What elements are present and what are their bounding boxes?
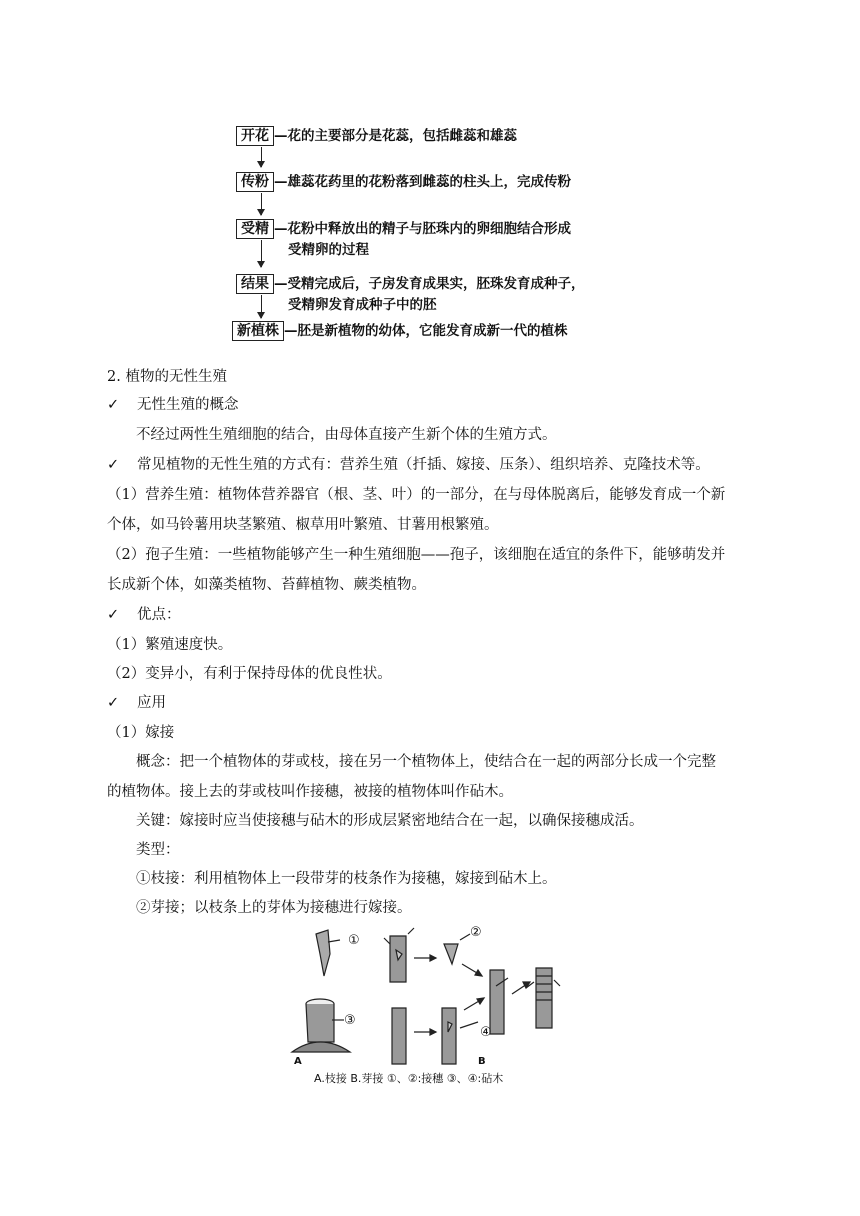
flow-arrow — [261, 240, 262, 267]
flow-step-new-plant — [232, 321, 568, 342]
flow-box: 传粉 — [236, 172, 274, 192]
label-4: ④ — [480, 1025, 492, 1040]
flow-step-flowering — [236, 126, 517, 147]
flow-step-pollination — [236, 172, 571, 193]
label-a: A — [294, 1056, 302, 1067]
grafting-heading: （1）嫁接 — [107, 725, 175, 741]
application-heading: 应用 — [137, 695, 166, 711]
flow-desc: —花的主要部分是花蕊，包括雌蕊和雄蕊 — [274, 128, 517, 144]
pollination-flow-diagram — [236, 122, 636, 344]
grafting-illustration — [286, 924, 576, 1094]
flow-desc: —受精完成后，子房发育成果实，胚珠发育成种子， — [274, 276, 585, 292]
flow-desc-cont: 受精卵的过程 — [288, 242, 369, 258]
advantages-heading: 优点： — [137, 607, 181, 623]
advantage-2: （2）变异小，有利于保持母体的优良性状。 — [107, 666, 392, 682]
advantages-heading-line — [107, 605, 181, 625]
flow-box: 开花 — [236, 126, 274, 146]
flow-box: 受精 — [236, 219, 274, 239]
flow-box: 结果 — [236, 274, 274, 294]
label-b: B — [478, 1056, 486, 1067]
grafting-type-2: ②芽接；以枝条上的芽体为接穗进行嫁接。 — [136, 900, 412, 916]
flow-desc: —雄蕊花药里的花粉落到雌蕊的柱头上，完成传粉 — [274, 174, 571, 190]
grafting-key: 关键：嫁接时应当使接穗与砧木的形成层紧密地结合在一起，以确保接穗成活。 — [136, 813, 644, 829]
methods-heading-line — [107, 455, 710, 475]
concept-heading-line — [107, 395, 239, 415]
grafting-concept-2: 的植物体。接上去的芽或枝叫作接穗，被接的植物体叫作砧木。 — [107, 784, 513, 800]
flow-step-fruiting — [236, 274, 585, 316]
flow-box: 新植株 — [232, 321, 284, 341]
flow-desc-cont: 受精卵发育成种子中的胚 — [288, 297, 437, 313]
grafting-concept-1: 概念：把一个植物体的芽或枝，接在另一个植物体上，使结合在一起的两部分长成一个完整 — [136, 754, 716, 770]
grafting-types: 类型： — [136, 842, 180, 858]
grafting-drawing — [286, 924, 576, 1094]
vegetative-line-2: 个体，如马铃薯用块茎繁殖、椒草用叶繁殖、甘薯用根繁殖。 — [107, 517, 499, 533]
vegetative-line-1: （1）营养生殖：植物体营养器官（根、茎、叶）的一部分，在与母体脱离后，能够发育成一个新 — [107, 487, 726, 503]
section-title: 2. 植物的无性生殖 — [107, 369, 227, 385]
check-icon: ✓ — [107, 695, 120, 711]
concept-text: 不经过两性生殖细胞的结合，由母体直接产生新个体的生殖方式。 — [136, 427, 557, 443]
flow-step-fertilization — [236, 219, 571, 261]
check-icon: ✓ — [107, 607, 120, 623]
label-2: ② — [470, 925, 482, 940]
flow-desc: —花粉中释放出的精子与胚珠内的卵细胞结合形成 — [274, 221, 571, 237]
advantage-1: （1）繁殖速度快。 — [107, 637, 233, 653]
label-1: ① — [348, 933, 360, 948]
application-heading-line — [107, 693, 166, 713]
label-3: ③ — [344, 1013, 356, 1028]
flow-desc: —胚是新植物的幼体，它能发育成新一代的植株 — [284, 323, 568, 339]
check-icon: ✓ — [107, 397, 120, 413]
concept-heading: 无性生殖的概念 — [137, 397, 239, 413]
flow-arrow — [261, 193, 262, 215]
check-icon: ✓ — [107, 457, 120, 473]
flow-arrow — [261, 147, 262, 167]
figure-caption: A.枝接 B.芽接 ①、②:接穗 ③、④:砧木 — [314, 1072, 504, 1085]
spore-line-2: 长成新个体，如藻类植物、苔藓植物、蕨类植物。 — [107, 577, 426, 593]
methods-heading: 常见植物的无性生殖的方式有：营养生殖（扦插、嫁接、压条）、组织培养、克隆技术等。 — [137, 457, 710, 473]
grafting-type-1: ①枝接：利用植物体上一段带芽的枝条作为接穗，嫁接到砧木上。 — [136, 871, 557, 887]
spore-line-1: （2）孢子生殖：一些植物能够产生一种生殖细胞——孢子，该细胞在适宜的条件下，能够萌发并 — [107, 547, 726, 563]
flow-arrow — [261, 295, 262, 318]
